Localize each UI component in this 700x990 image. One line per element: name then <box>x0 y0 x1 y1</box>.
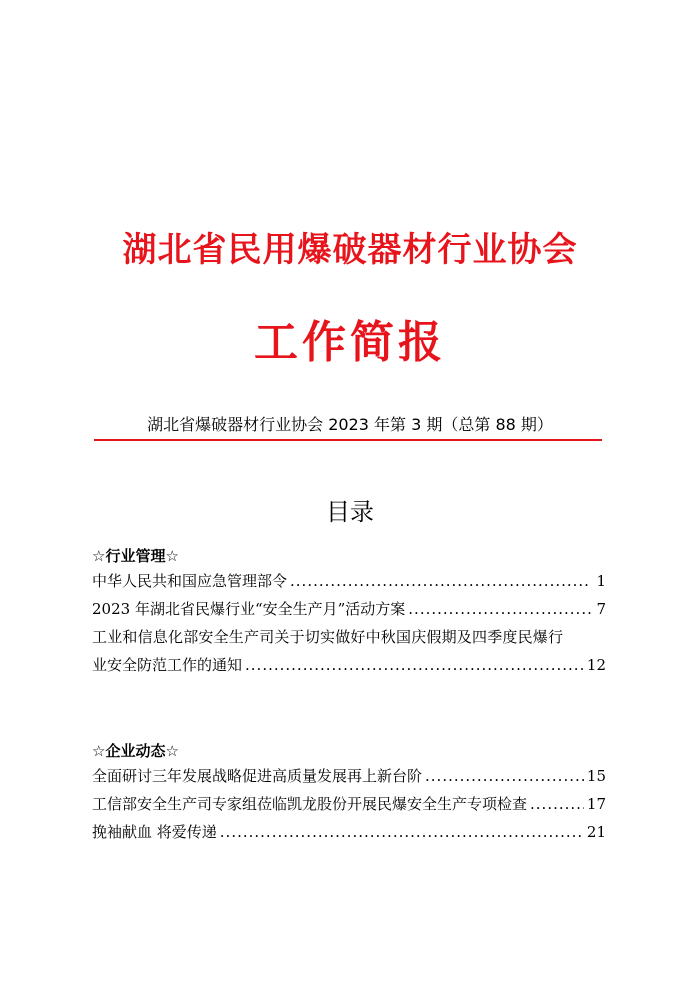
leader-dots <box>408 595 591 623</box>
leader-dots <box>290 567 591 595</box>
toc-heading: 目录 <box>326 498 374 526</box>
leader-dots <box>220 818 584 846</box>
toc-entry[interactable] <box>92 595 606 623</box>
header-divider <box>94 439 602 441</box>
toc-entry[interactable] <box>92 567 606 595</box>
toc-entry-title-line2: 业安全防范工作的通知 <box>92 656 243 674</box>
toc-entry-page: 1 <box>596 572 606 590</box>
section-title: ☆企业动态☆ <box>92 742 179 760</box>
toc-entry-title: 中华人民共和国应急管理部令 <box>92 572 288 590</box>
toc-section-company-news <box>92 740 606 846</box>
toc-entry-title: 2023 年湖北省民爆行业“安全生产月”活动方案 <box>92 600 406 618</box>
toc-section-industry-management <box>92 545 606 679</box>
toc-entry-page: 15 <box>586 767 606 785</box>
toc-entry-page: 17 <box>586 795 606 813</box>
toc-entry-page: 12 <box>586 656 606 674</box>
toc-entry-title: 工信部安全生产司专家组莅临凯龙股份开展民爆安全生产专项检查 <box>92 795 528 813</box>
org-title: 湖北省民用爆破器材行业协会 <box>122 230 578 270</box>
toc-entry[interactable] <box>92 790 606 818</box>
doc-title: 工作简报 <box>254 317 446 368</box>
leader-dots <box>425 762 584 790</box>
leader-dots <box>530 790 584 818</box>
toc-entry-title: 挽袖献血 将爱传递 <box>92 823 217 841</box>
toc-entry-title-line1: 工业和信息化部安全生产司关于切实做好中秋国庆假期及四季度民爆行 <box>92 628 564 646</box>
leader-dots <box>245 651 584 679</box>
toc-entry[interactable] <box>92 762 606 790</box>
toc-entry[interactable] <box>92 818 606 846</box>
issue-line: 湖北省爆破器材行业协会 2023 年第 3 期（总第 88 期） <box>147 415 553 434</box>
toc-entry-page: 21 <box>586 823 606 841</box>
section-title: ☆行业管理☆ <box>92 547 179 565</box>
toc-entry-page: 7 <box>596 600 606 618</box>
toc-entry[interactable] <box>92 623 606 679</box>
toc-entry-title: 全面研讨三年发展战略促进高质量发展再上新台阶 <box>92 767 423 785</box>
